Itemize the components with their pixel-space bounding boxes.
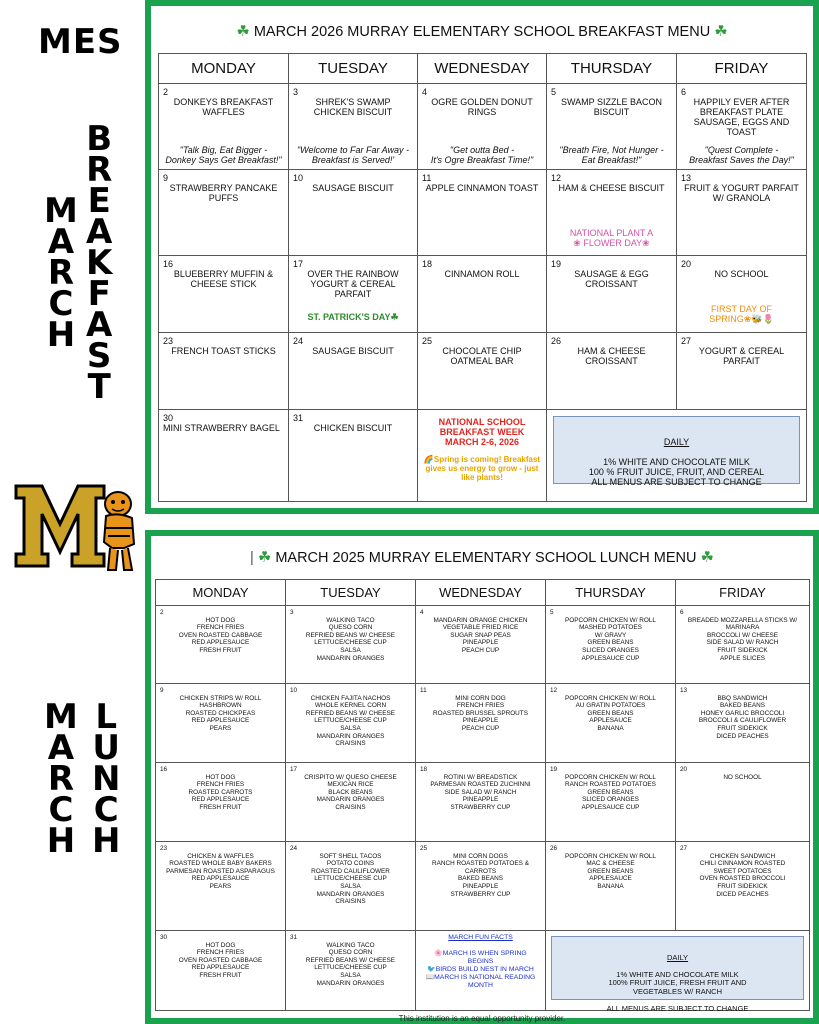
menu-cell bbox=[286, 684, 416, 763]
menu-cell bbox=[677, 333, 807, 410]
lunch-title-row: | ☘ MARCH 2025 MURRAY ELEMENTARY SCHOOL LUNCH MENU ☘ bbox=[250, 549, 714, 566]
daily-title: DAILY bbox=[663, 437, 690, 447]
menu-item: OVER THE RAINBOW YOGURT & CEREAL PARFAIT bbox=[307, 269, 399, 299]
date-number: 12 bbox=[551, 173, 562, 183]
date-number: 30 bbox=[163, 413, 174, 423]
school-logo-m-tiger bbox=[12, 478, 140, 574]
date-number: 20 bbox=[680, 766, 688, 773]
menu-cell bbox=[418, 84, 547, 170]
date-number: 5 bbox=[550, 609, 554, 616]
event-note: FIRST DAY OF SPRING❀🐝🌷 bbox=[709, 304, 774, 324]
menu-cell bbox=[289, 84, 418, 170]
side-letter: C bbox=[93, 790, 119, 830]
lunch-title: MARCH 2025 MURRAY ELEMENTARY SCHOOL LUNCH MENU bbox=[275, 550, 697, 566]
menu-cell bbox=[159, 84, 289, 170]
menu-cell bbox=[416, 684, 546, 763]
side-letter: H bbox=[46, 315, 76, 355]
date-number: 19 bbox=[550, 766, 558, 773]
date-number: 4 bbox=[422, 87, 428, 97]
menu-item: CRISPITO W/ QUESO CHEESE MEXICAN RICE BLACK BEANS MANDARIN ORANGES CRAISINS bbox=[304, 773, 397, 811]
menu-cell bbox=[677, 84, 807, 170]
menu-item: APPLE CINNAMON TOAST bbox=[425, 183, 539, 193]
menu-cell bbox=[677, 170, 807, 256]
date-number: 11 bbox=[422, 173, 432, 183]
menu-cell bbox=[286, 842, 416, 931]
daily-box bbox=[553, 416, 800, 487]
date-number: 24 bbox=[290, 845, 298, 852]
menu-cell bbox=[418, 170, 547, 256]
menu-cell bbox=[546, 606, 676, 684]
menu-item: WALKING TACO QUESO CORN REFRIED BEANS W/ CHEESE LETTUCE/CHEESE CUP SALSA MANDARIN ORANGES bbox=[305, 941, 396, 987]
menu-item: FRENCH TOAST STICKS bbox=[171, 346, 276, 356]
menu-item: OGRE GOLDEN DONUT RINGS bbox=[431, 97, 533, 117]
menu-item: CHICKEN SANDWICH CHILI CINNAMON ROASTED SWEET POTATOES OVEN ROASTED BROCCOLI FRUIT SIDEKICK DICED PEACHES bbox=[699, 852, 786, 898]
menu-cell bbox=[418, 333, 547, 410]
menu-item: MINI CORN DOG FRENCH FRIES ROASTED BRUSSEL SPROUTS PINEAPPLE PEACH CUP bbox=[433, 694, 528, 732]
menu-item: SOFT SHELL TACOS POTATO COINS ROASTED CAULIFLOWER LETTUCE/CHEESE CUP SALSA MANDARIN ORANGES CRAISINS bbox=[311, 852, 390, 906]
day-header: THURSDAY bbox=[546, 580, 676, 606]
menu-item: HAPPILY EVER AFTER BREAKFAST PLATE SAUSAGE, EGGS AND TOAST bbox=[693, 97, 790, 137]
menu-item: HOT DOG FRENCH FRIES OVEN ROASTED CABBAGE RED APPLESAUCE FRESH FRUIT bbox=[178, 941, 263, 979]
fun-facts-body: 🌸MARCH IS WHEN SPRING BEGINS 🐦BIRDS BUILD NEST IN MARCH 📖MARCH IS NATIONAL READING MONTH bbox=[425, 950, 536, 989]
menu-item: NO SCHOOL bbox=[714, 269, 769, 279]
day-header: WEDNESDAY bbox=[416, 580, 546, 606]
side-letter: H bbox=[46, 821, 76, 861]
menu-item: WALKING TACO QUESO CORN REFRIED BEANS W/ CHEESE LETTUCE/CHEESE CUP SALSA MANDARIN ORANGES bbox=[305, 616, 396, 662]
menu-item: BREADED MOZZARELLA STICKS W/ MARINARA BROCCOLI W/ CHEESE SIDE SALAD W/ RANCH FRUIT SIDEKICK APPLE SLICES bbox=[687, 616, 798, 662]
menu-item: POPCORN CHICKEN W/ ROLL MASHED POTATOES W/ GRAVY GREEN BEANS SLICED ORANGES APPLESAUCE CUP bbox=[565, 616, 656, 662]
menu-quote: "Quest Complete - Breakfast Saves the Day!" bbox=[689, 145, 794, 165]
equal-opportunity-footer: This institution is an equal opportunity provider. bbox=[398, 1014, 566, 1023]
side-letter: R bbox=[47, 253, 75, 293]
menu-item: SHREK'S SWAMP CHICKEN BISCUIT bbox=[313, 97, 393, 117]
menu-cell bbox=[159, 333, 289, 410]
menu-item: SWAMP SIZZLE BACON BISCUIT bbox=[560, 97, 663, 117]
side-letter: U bbox=[92, 728, 121, 768]
side-letter: L bbox=[95, 697, 118, 737]
date-number: 13 bbox=[680, 687, 688, 694]
daily-body: 1% WHITE AND CHOCOLATE MILK 100% FRUIT JUICE, FRESH FRUIT AND VEGETABLES W/ RANCH ALL MENUS ARE SUBJECT TO CHANGE bbox=[606, 969, 749, 1013]
menu-cell bbox=[286, 606, 416, 684]
menu-cell bbox=[546, 842, 676, 931]
date-number: 16 bbox=[160, 766, 168, 773]
menu-cell bbox=[547, 256, 677, 333]
breakfast-menu-panel bbox=[145, 0, 819, 514]
date-number: 17 bbox=[290, 766, 298, 773]
menu-item: CHICKEN BISCUIT bbox=[313, 423, 393, 433]
menu-cell bbox=[156, 931, 286, 1011]
date-number: 9 bbox=[163, 173, 169, 183]
menu-item: MANDARIN ORANGE CHICKEN VEGETABLE FRIED RICE SUGAR SNAP PEAS PINEAPPLE PEACH CUP bbox=[433, 616, 528, 654]
fun-facts-title: MARCH FUN FACTS bbox=[448, 934, 513, 941]
clover-icon: ☘ bbox=[714, 23, 728, 40]
lunch-word-letters bbox=[92, 697, 121, 861]
date-number: 30 bbox=[160, 934, 168, 941]
menu-cell bbox=[286, 931, 416, 1011]
clover-icon: ☘ bbox=[257, 549, 272, 566]
menu-item: BLUEBERRY MUFFIN & CHEESE STICK bbox=[173, 269, 274, 289]
menu-cell bbox=[289, 256, 418, 333]
day-header: MONDAY bbox=[159, 54, 289, 84]
breakfast-week-note: NATIONAL SCHOOL BREAKFAST WEEK MARCH 2-6, 2026 bbox=[438, 417, 526, 447]
clover-icon: ☘ bbox=[700, 549, 714, 566]
daily-cell bbox=[546, 931, 810, 1011]
menu-cell bbox=[416, 763, 546, 842]
side-letter: E bbox=[87, 181, 111, 221]
menu-cell bbox=[546, 684, 676, 763]
menu-cell bbox=[159, 410, 289, 502]
menu-cell bbox=[289, 170, 418, 256]
date-number: 16 bbox=[163, 259, 174, 269]
menu-item: MINI STRAWBERRY BAGEL bbox=[163, 423, 280, 433]
side-letter: T bbox=[87, 367, 111, 407]
daily-body: 1% WHITE AND CHOCOLATE MILK 100 % FRUIT JUICE, FRUIT, AND CEREAL ALL MENUS ARE SUBJECT TO CHANGE bbox=[588, 457, 765, 487]
menu-item: HAM & CHEESE BISCUIT bbox=[558, 183, 665, 193]
menu-item: YOGURT & CEREAL PARFAIT bbox=[698, 346, 785, 366]
breakfast-title-row bbox=[151, 22, 813, 40]
menu-cell bbox=[416, 606, 546, 684]
menu-cell bbox=[416, 842, 546, 931]
day-header: MONDAY bbox=[156, 580, 286, 606]
day-header: THURSDAY bbox=[547, 54, 677, 84]
date-number: 13 bbox=[681, 173, 692, 183]
mes-label: MES bbox=[38, 22, 123, 62]
side-letter: B bbox=[86, 119, 113, 159]
lunch-calendar bbox=[155, 579, 810, 1011]
day-header: TUESDAY bbox=[286, 580, 416, 606]
side-letter: A bbox=[47, 728, 75, 768]
menu-cell bbox=[547, 84, 677, 170]
menu-cell bbox=[156, 606, 286, 684]
menu-cell bbox=[289, 333, 418, 410]
side-letter: M bbox=[44, 697, 78, 737]
side-letter: R bbox=[86, 150, 113, 190]
lunch-march-letters bbox=[44, 697, 78, 861]
menu-cell bbox=[547, 170, 677, 256]
menu-cell bbox=[676, 606, 810, 684]
date-number: 18 bbox=[422, 259, 433, 269]
menu-item: DONKEYS BREAKFAST WAFFLES bbox=[173, 97, 274, 117]
date-number: 6 bbox=[680, 609, 684, 616]
side-letter: C bbox=[48, 790, 74, 830]
side-letter: A bbox=[47, 222, 75, 262]
date-number: 23 bbox=[163, 336, 174, 346]
date-number: 4 bbox=[420, 609, 424, 616]
daily-title: DAILY bbox=[666, 952, 689, 962]
menu-quote: "Welcome to Far Far Away - Breakfast is Served!' bbox=[296, 145, 410, 165]
date-number: 24 bbox=[293, 336, 304, 346]
menu-cell bbox=[156, 842, 286, 931]
side-letter: F bbox=[87, 274, 111, 314]
menu-item: FRUIT & YOGURT PARFAIT W/ GRANOLA bbox=[684, 183, 799, 203]
date-number: 2 bbox=[163, 87, 169, 97]
menu-quote: "Get outta Bed - It's Ogre Breakfast Time!" bbox=[430, 145, 534, 165]
menu-cell bbox=[677, 256, 807, 333]
breakfast-march-letters bbox=[44, 191, 78, 355]
menu-cell bbox=[676, 842, 810, 931]
menu-item: CHICKEN STRIPS W/ ROLL HASHBROWN ROASTED CHICKPEAS RED APPLESAUCE PEARS bbox=[179, 694, 262, 732]
day-header: FRIDAY bbox=[676, 580, 810, 606]
date-number: 26 bbox=[550, 845, 558, 852]
breakfast-word-letters bbox=[86, 119, 113, 407]
side-letter: K bbox=[86, 243, 113, 283]
menu-item: MINI CORN DOGS RANCH ROASTED POTATOES & CARROTS BAKED BEANS PINEAPPLE STRAWBERRY CUP bbox=[432, 852, 529, 898]
side-letter: M bbox=[44, 191, 78, 231]
menu-cell bbox=[676, 684, 810, 763]
date-number: 12 bbox=[550, 687, 558, 694]
daily-box bbox=[551, 936, 804, 1013]
breakfast-calendar bbox=[158, 53, 807, 502]
date-number: 18 bbox=[420, 766, 428, 773]
clover-icon: ☘ bbox=[236, 23, 250, 40]
menu-item: SAUSAGE BISCUIT bbox=[312, 346, 394, 356]
date-number: 3 bbox=[290, 609, 294, 616]
menu-item: POPCORN CHICKEN W/ ROLL MAC & CHEESE GREEN BEANS APPLESAUCE BANANA bbox=[565, 852, 656, 890]
menu-item: CHOCOLATE CHIP OATMEAL BAR bbox=[442, 346, 522, 366]
menu-item: ROTINI W/ BREADSTICK PARMESAN ROASTED ZUCHINNI SIDE SALAD W/ RANCH PINEAPPLE STRAWBERRY CUP bbox=[430, 773, 531, 811]
date-number: 27 bbox=[680, 845, 688, 852]
event-note: ST. PATRICK'S DAY☘ bbox=[307, 312, 399, 322]
side-letter: A bbox=[86, 305, 113, 345]
side-letter: C bbox=[48, 284, 74, 324]
menu-item: POPCORN CHICKEN W/ ROLL RANCH ROASTED POTATOES GREEN BEANS SLICED ORANGES APPLESAUCE CUP bbox=[565, 773, 656, 811]
date-number: 27 bbox=[681, 336, 692, 346]
date-number: 3 bbox=[293, 87, 299, 97]
date-number: 6 bbox=[681, 87, 687, 97]
day-header: WEDNESDAY bbox=[418, 54, 547, 84]
side-letter: H bbox=[92, 821, 121, 861]
date-number: 26 bbox=[551, 336, 562, 346]
side-letter: N bbox=[92, 759, 121, 799]
date-number: 11 bbox=[420, 687, 427, 694]
menu-item: SAUSAGE & EGG CROISSANT bbox=[574, 269, 649, 289]
menu-item: POPCORN CHICKEN W/ ROLL AU GRATIN POTATOES GREEN BEANS APPLESAUCE BANANA bbox=[565, 694, 656, 732]
date-number: 31 bbox=[293, 413, 304, 423]
spring-note: 🌈Spring is coming! Breakfast gives us energy to grow - just like plants! bbox=[423, 455, 541, 482]
menu-item: CINNAMON ROLL bbox=[444, 269, 520, 279]
date-number: 31 bbox=[290, 934, 298, 941]
breakfast-title: MARCH 2026 MURRAY ELEMENTARY SCHOOL BREAKFAST MENU bbox=[253, 24, 711, 40]
menu-item: HOT DOG FRENCH FRIES OVEN ROASTED CABBAGE RED APPLESAUCE FRESH FRUIT bbox=[178, 616, 263, 654]
menu-cell bbox=[418, 256, 547, 333]
date-number: 5 bbox=[551, 87, 557, 97]
side-letter: R bbox=[47, 759, 75, 799]
date-number: 23 bbox=[160, 845, 168, 852]
date-number: 25 bbox=[422, 336, 433, 346]
day-header: FRIDAY bbox=[677, 54, 807, 84]
menu-quote: "Breath Fire, Not Hunger - Eat Breakfast!" bbox=[559, 145, 664, 165]
menu-cell bbox=[418, 410, 547, 502]
menu-item: HOT DOG FRENCH FRIES ROASTED CARROTS RED APPLESAUCE FRESH FRUIT bbox=[188, 773, 253, 811]
menu-cell bbox=[159, 256, 289, 333]
menu-cell bbox=[546, 763, 676, 842]
fun-facts-cell bbox=[416, 931, 546, 1011]
date-number: 10 bbox=[293, 173, 304, 183]
date-number: 19 bbox=[551, 259, 562, 269]
date-number: 25 bbox=[420, 845, 428, 852]
date-number: 20 bbox=[681, 259, 692, 269]
menu-item: CHICKEN FAJITA NACHOS WHOLE KERNEL CORN REFRIED BEANS W/ CHEESE LETTUCE/CHEESE CUP SALSA MANDARIN ORANGES CRAISINS bbox=[305, 694, 396, 748]
menu-cell bbox=[676, 763, 810, 842]
menu-cell bbox=[156, 763, 286, 842]
menu-item: BBQ SANDWICH BAKED BEANS HONEY GARLIC BROCCOLI BROCCOLI & CAULIFLOWER FRUIT SIDEKICK DICED PEACHES bbox=[698, 694, 787, 740]
event-note: NATIONAL PLANT A ❀ FLOWER DAY❀ bbox=[569, 228, 654, 248]
menu-item: SAUSAGE BISCUIT bbox=[312, 183, 394, 193]
menu-cell bbox=[289, 410, 418, 502]
date-number: 9 bbox=[160, 687, 164, 694]
menu-item: CHICKEN & WAFFLES ROASTED WHOLE BABY BAKERS PARMESAN ROASTED ASPARAGUS RED APPLESAUCE PEARS bbox=[166, 852, 275, 890]
date-number: 17 bbox=[293, 259, 304, 269]
lunch-menu-panel bbox=[145, 530, 819, 1024]
menu-cell bbox=[286, 763, 416, 842]
menu-item: HAM & CHEESE CROISSANT bbox=[577, 346, 646, 366]
menu-quote: "Talk Big, Eat Bigger - Donkey Says Get Breakfast!" bbox=[165, 145, 282, 165]
date-number: 10 bbox=[290, 687, 298, 694]
day-header: TUESDAY bbox=[289, 54, 418, 84]
menu-cell bbox=[156, 684, 286, 763]
side-letter: S bbox=[86, 336, 112, 376]
menu-cell bbox=[547, 333, 677, 410]
menu-item: NO SCHOOL bbox=[723, 773, 762, 781]
side-letter: A bbox=[86, 212, 113, 252]
daily-cell bbox=[547, 410, 807, 502]
menu-cell bbox=[159, 170, 289, 256]
date-number: 2 bbox=[160, 609, 164, 616]
menu-item: STRAWBERRY PANCAKE PUFFS bbox=[169, 183, 278, 203]
